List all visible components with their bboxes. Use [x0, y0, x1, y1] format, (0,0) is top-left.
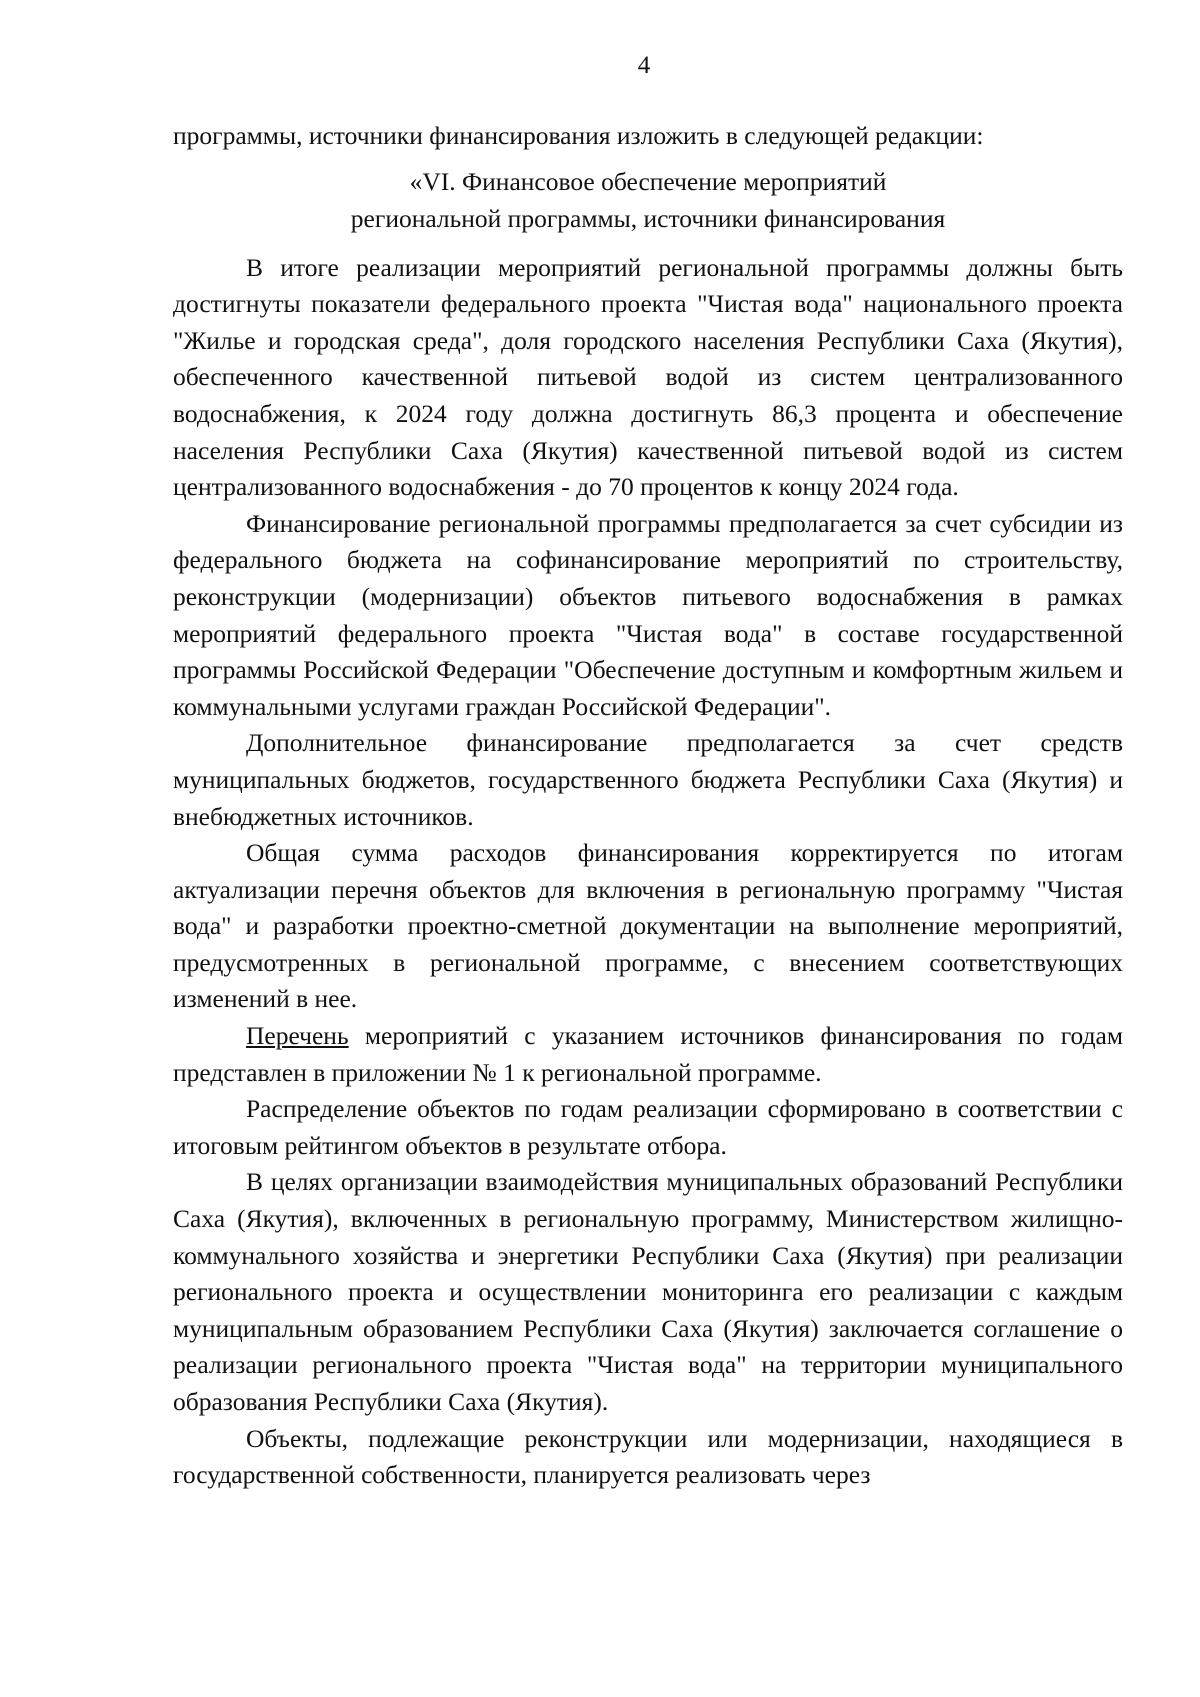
- paragraph-total-costs: Общая сумма расходов финансирования корректируется по итогам актуализации перечня объектов для включения в региональную программу "Чистая вода" и разработки проектно-сметной документации на выполнение мероприятий, предусмотренных в региональной программе, с внесением соответствующих изменений в нее.: [173, 838, 1123, 1014]
- list-link[interactable]: Перечень: [246, 1021, 349, 1051]
- list-text: мероприятий с указанием источников финансирования по годам представлен в приложении № 1 к региональной программе.: [173, 1021, 1123, 1087]
- paragraph-results: В итоге реализации мероприятий региональной программы должны быть достигнуты показатели федерального проекта "Чистая вода" национального проекта "Жилье и городская среда", доля городского населения Республики Саха (Якутия), обеспеченного качественной питьевой водой из систем централизованного водоснабжения, к 2024 году должна достигнуть 86,3 процента и обеспечение населения Республики Саха (Якутия) качественной питьевой водой из систем централизованного водоснабжения - до 70 процентов к концу 2024 года.: [173, 252, 1123, 502]
- document-body: [173, 118, 1123, 1494]
- paragraph-list-of-measures: [173, 1018, 1123, 1091]
- paragraph-additional-financing: Дополнительное финансирование предполагается за счет средств муниципальных бюджетов, государственного бюджета Республики Саха (Якутия) и внебюджетных источников.: [173, 728, 1123, 831]
- paragraph-objects: Объекты, подлежащие реконструкции или модернизации, находящиеся в государственной собственности, планируется реализовать через: [173, 1423, 1123, 1490]
- paragraph-interaction: В целях организации взаимодействия муниципальных образований Республики Саха (Якутия), включенных в региональную программу, Министерством жилищно-коммунального хозяйства и энергетики Республики Саха (Якутия) при реализации регионального проекта и осуществлении мониторинга его реализации с каждым муниципальным образованием Республики Саха (Якутия) заключается соглашение о реализации регионального проекта "Чистая вода" на территории муниципального образования Республики Саха (Якутия).: [173, 1167, 1123, 1416]
- paragraph-distribution: Распределение объектов по годам реализации сформировано в соответствии с итоговым рейтингом объектов в результате отбора.: [173, 1094, 1123, 1160]
- section-heading-line-1: «VI. Финансовое обеспечение мероприятий: [409, 166, 887, 196]
- page-number: 4: [637, 52, 651, 79]
- section-heading: [173, 163, 1123, 237]
- paragraph-financing: Финансирование региональной программы предполагается за счет субсидии из федерального бюджета на софинансирование мероприятий по строительству, реконструкции (модернизации) объектов питьевого водоснабжения в рамках мероприятий федерального проекта "Чистая вода" в составе государственной программы Российской Федерации "Обеспечение доступным и комфортным жильем и коммунальными услугами граждан Российской Федерации".: [173, 508, 1123, 721]
- section-heading-line-2: региональной программы, источники финансирования: [350, 203, 946, 233]
- lead-line: программы, источники финансирования изложить в следующей редакции:: [173, 121, 984, 150]
